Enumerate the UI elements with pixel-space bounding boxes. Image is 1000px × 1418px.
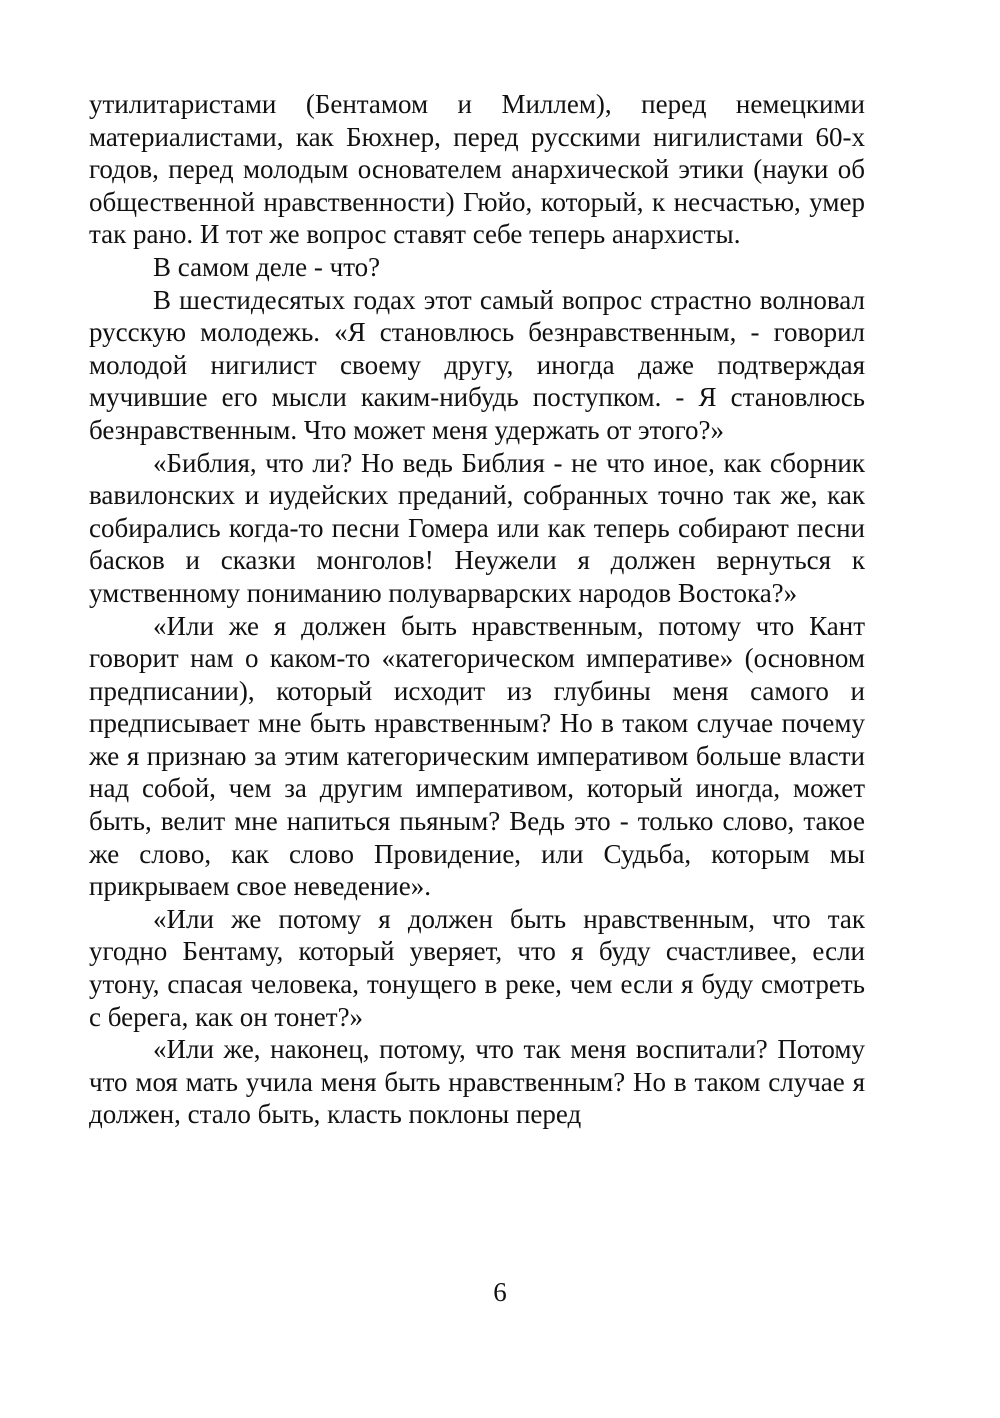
- paragraph: «Или же потому я должен быть нравственным, что так угодно Бентаму, который уверяет, что я буду счастливее, если утону, спасая человека, тонущего в реке, чем если я буду смотреть с берега, как он тонет?»: [89, 903, 865, 1032]
- paragraph: «Или же я должен быть нравственным, потому что Кант говорит нам о каком-то «категорическом императиве» (основном предписании), который исходит из глубины меня самого и предписывает мне быть нравственным? Но в таком случае почему же я признаю за этим категорическим императивом больше власти над собой, чем за другим императивом, который иногда, может быть, велит мне напиться пьяным? Ведь это - только слово, такое же слово, как слово Провидение, или Судьба, которым мы прикрываем свое неведение».: [89, 610, 865, 902]
- paragraph: «Или же, наконец, потому, что так меня воспитали? Потому что моя мать учила меня быть нравственным? Но в таком случае я должен, стало быть, класть поклоны перед: [89, 1034, 865, 1130]
- paragraph: В самом деле - что?: [153, 251, 381, 282]
- body-text: [89, 88, 865, 1131]
- paragraph: «Библия, что ли? Но ведь Библия - не что иное, как сборник вавилонских и иудейских преданий, собранных точно так же, как собирались когда-то песни Гомера или как теперь собирают песни басков и сказки монголов! Неужели я должен вернуться к умственному пониманию полуварварских народов Востока?»: [89, 447, 865, 608]
- paragraph: В шестидесятых годах этот самый вопрос страстно волновал русскую молодежь. «Я становлюсь безнравственным, - говорил молодой нигилист своему другу, иногда даже подтверждая мучившие его мысли каким-нибудь поступком. - Я становлюсь безнравственным. Что может меня удержать от этого?»: [89, 284, 865, 445]
- page-number: 6: [493, 1277, 507, 1307]
- paragraph: утилитаристами (Бентамом и Миллем), перед немецкими материалистами, как Бюхнер, перед русскими нигилистами 60-х годов, перед молодым основателем анархической этики (науки об общественной нравственности) Гюйо, который, к несчастью, умер так рано. И тот же вопрос ставят себе теперь анархисты.: [89, 89, 865, 250]
